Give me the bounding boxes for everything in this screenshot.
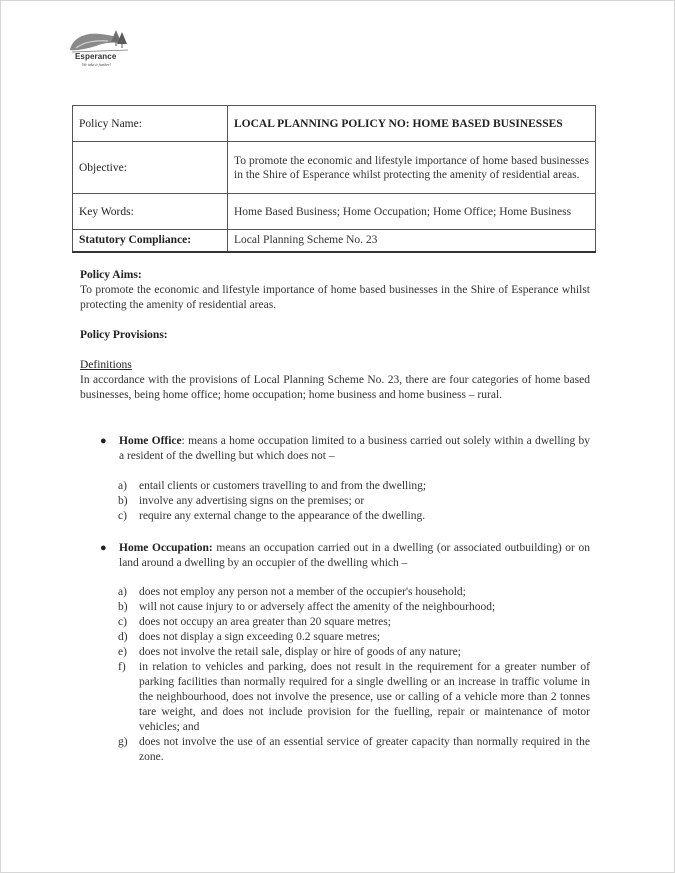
table-row-objective	[73, 142, 596, 194]
list-item-text: will not cause injury to or adversely affect the amenity of the neighbourhood;	[139, 601, 496, 613]
list-marker: e)	[118, 646, 127, 658]
logo-tagline: We take it further!	[82, 62, 112, 67]
key-words-label: Key Words:	[73, 194, 228, 230]
policy-aims-heading: Policy Aims:	[80, 269, 142, 281]
policy-table	[72, 105, 596, 253]
objective-label: Objective:	[73, 142, 228, 194]
policy-provisions-heading: Policy Provisions:	[80, 329, 168, 341]
definitions-section	[80, 358, 590, 403]
policy-name-label: Policy Name:	[73, 106, 228, 142]
list-marker: a)	[118, 586, 127, 598]
statutory-compliance-value: Local Planning Scheme No. 23	[228, 230, 596, 252]
home-office-bullet	[100, 434, 590, 464]
bullet-icon: ●	[100, 542, 107, 554]
home-office-definition-text: : means a home occupation limited to a business carried out solely within a dwelling by a resident of the dwelling but which does not –	[119, 435, 590, 462]
list-marker: d)	[118, 631, 128, 643]
home-occupation-definition	[119, 541, 590, 571]
table-row-policy-name	[73, 106, 596, 142]
home-occupation-definition-text: means an occupation carried out in a dwelling (or associated outbuilding) or on land around a dwelling by an occupier of the dwelling which –	[119, 542, 590, 569]
list-item	[118, 509, 590, 524]
key-words-value: Home Based Business; Home Occupation; Home Office; Home Business	[228, 194, 596, 230]
list-item	[118, 615, 590, 630]
table-row-key-words	[73, 194, 596, 230]
list-marker: g)	[118, 736, 128, 748]
home-office-criteria-list	[118, 479, 590, 524]
logo-name: Esperance	[75, 52, 117, 61]
statutory-compliance-label: Statutory Compliance:	[73, 230, 228, 252]
definitions-text: In accordance with the provisions of Local Planning Scheme No. 23, there are four categories of home based businesses, being home office; home occupation; home business and home business – rural.	[80, 374, 590, 401]
definitions-heading: Definitions	[80, 359, 132, 371]
home-occupation-criteria-list	[118, 585, 590, 765]
list-item	[118, 735, 590, 765]
policy-aims-section	[80, 268, 590, 313]
list-item-text: entail clients or customers travelling to and from the dwelling;	[139, 480, 427, 492]
list-item-text: does not involve the use of an essential service of greater capacity than normally required in the zone.	[139, 736, 590, 763]
list-item	[118, 479, 590, 494]
home-occupation-term: Home Occupation:	[119, 542, 213, 554]
list-item	[118, 645, 590, 660]
table-row-statutory-compliance	[73, 230, 596, 252]
policy-aims-text: To promote the economic and lifestyle importance of home based businesses in the Shire of Esperance whilst protecting the amenity of residential areas.	[80, 284, 590, 311]
list-marker: b)	[118, 495, 128, 507]
home-occupation-bullet	[100, 541, 590, 571]
list-item	[118, 494, 590, 509]
list-item-text: require any external change to the appearance of the dwelling.	[139, 510, 426, 522]
list-marker: a)	[118, 480, 127, 492]
home-office-term: Home Office	[119, 435, 182, 447]
list-item-text: involve any advertising signs on the premises; or	[139, 495, 365, 507]
bullet-icon: ●	[100, 435, 107, 447]
list-item	[118, 660, 590, 735]
list-item-text: does not employ any person not a member of the occupier's household;	[139, 586, 466, 598]
list-item-text: does not involve the retail sale, display or hire of goods of any nature;	[139, 646, 461, 658]
shire-logo	[66, 28, 134, 70]
list-item	[118, 585, 590, 600]
list-marker: c)	[118, 510, 127, 522]
list-marker: f)	[118, 661, 126, 673]
list-item-text: does not occupy an area greater than 20 square metres;	[139, 616, 391, 628]
list-item-text: does not display a sign exceeding 0.2 square metres;	[139, 631, 381, 643]
list-marker: b)	[118, 601, 128, 613]
objective-value: To promote the economic and lifestyle importance of home based businesses in the Shire of Esperance whilst protecting the amenity of residential areas.	[228, 142, 596, 194]
list-item	[118, 600, 590, 615]
list-item	[118, 630, 590, 645]
home-office-definition	[119, 434, 590, 464]
policy-name-value: LOCAL PLANNING POLICY NO: HOME BASED BUSINESSES	[228, 106, 596, 142]
policy-provisions-section	[80, 328, 590, 343]
list-item-text: in relation to vehicles and parking, does not result in the requirement for a greater number of parking facilities than normally required for a single dwelling or an increase in traffic volume in the neighbourhood, does not involve the presence, use or calling of a vehicle more than 2 tonnes tare weight, and does not include provision for the fuelling, repair or maintenance of motor vehicles; and	[139, 661, 590, 733]
list-marker: c)	[118, 616, 127, 628]
